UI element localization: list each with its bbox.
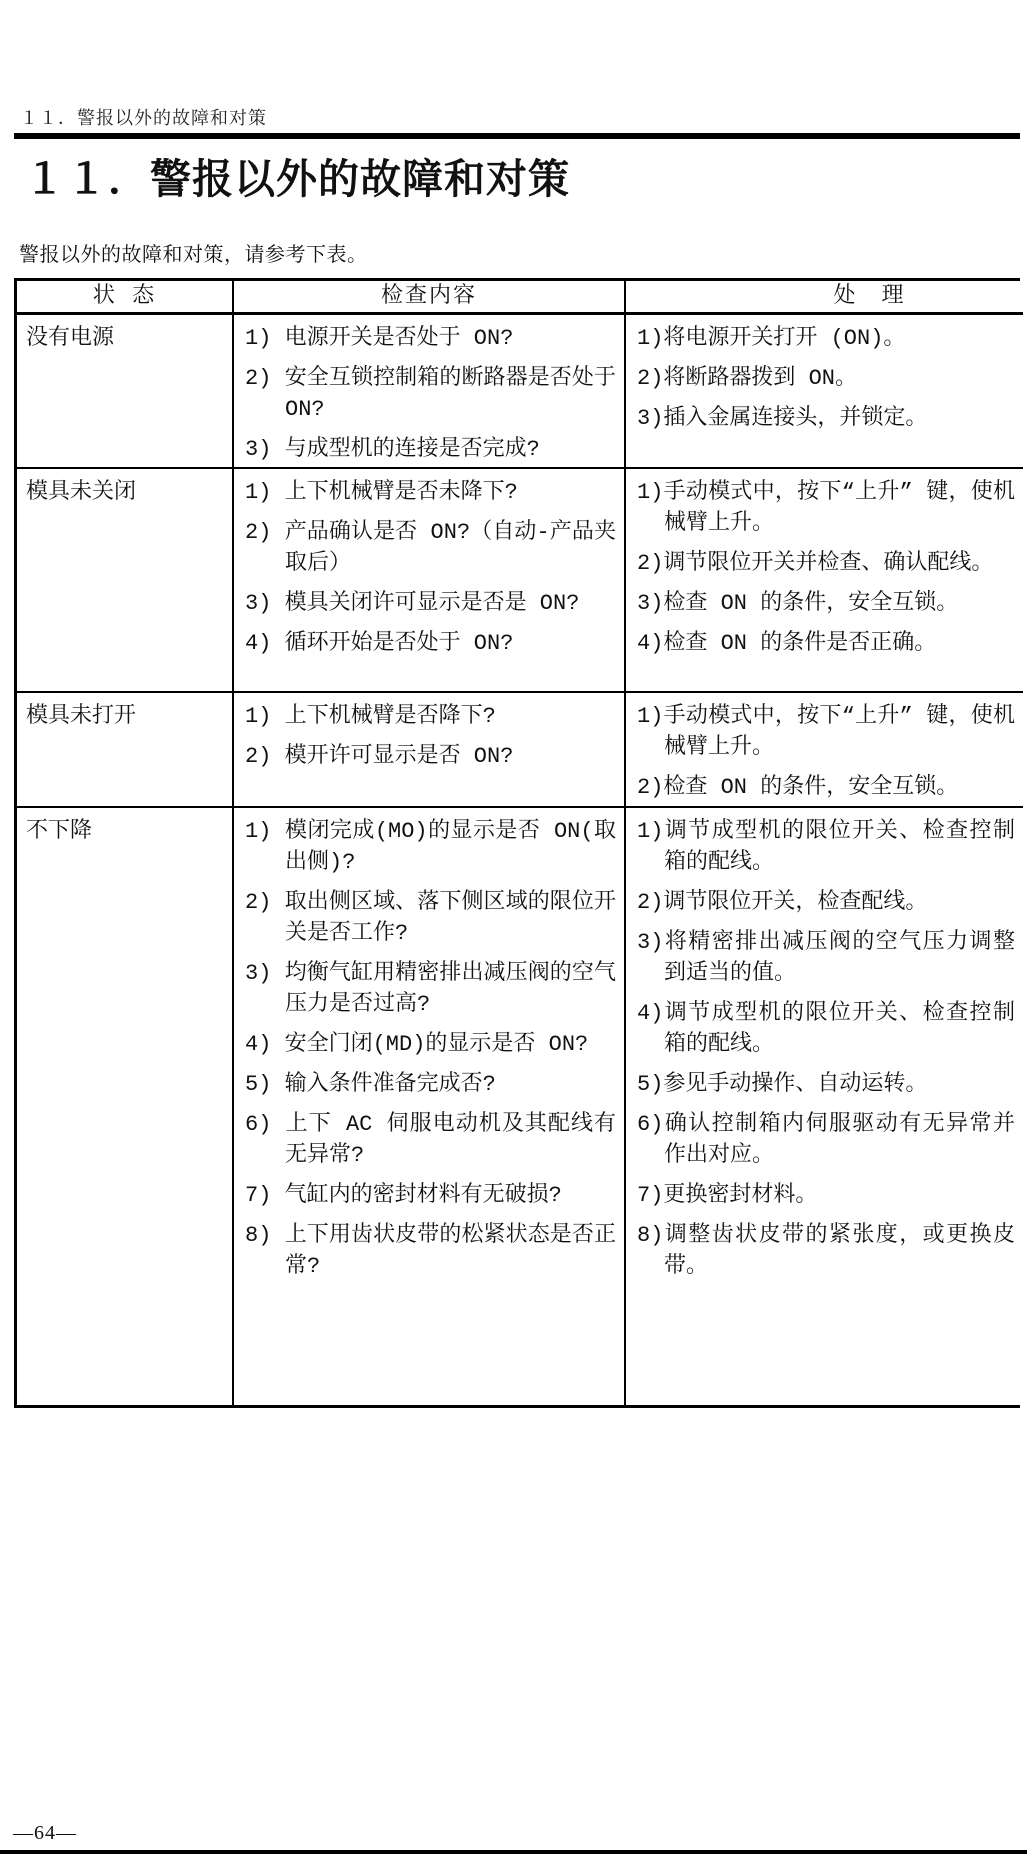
running-header: １１．警报以外的故障和对策 [20,108,267,128]
action-item: 3)检查 ON 的条件，安全互锁。 [637,591,959,616]
check-item: 8) 上下用齿状皮带的松紧状态是否正常? [245,1223,616,1279]
col-header-action: 处 理 [626,281,1023,315]
action-item: 8)调整齿状皮带的紧张度，或更换皮带。 [637,1223,1015,1279]
action-item: 4)调节成型机的限位开关、检查控制箱的配线。 [637,1001,1015,1057]
action-item: 5)参见手动操作、自动运转。 [637,1072,928,1097]
action-item: 2)调节限位开关，检查配线。 [637,890,928,915]
header-rule [14,133,1020,139]
check-item: 1) 模闭完成(MO)的显示是否 ON(取出侧)? [245,819,616,875]
row-status-mold-not-closed: 模具未关闭 [17,469,234,693]
row-checks-mold-not-closed [234,469,626,693]
row-status-not-descending: 不下降 [17,808,234,1405]
action-item: 3)将精密排出减压阀的空气压力调整到适当的值。 [637,930,1015,986]
check-item: 5) 输入条件准备完成否? [245,1072,496,1097]
check-item: 2) 取出侧区域、落下侧区域的限位开关是否工作? [245,890,616,946]
troubleshooting-table [14,278,1020,1408]
col-header-check: 检查内容 [234,281,626,315]
check-item: 2) 产品确认是否 ON?（自动-产品夹取后） [245,520,616,576]
row-checks-no-power [234,315,626,469]
action-item: 1)手动模式中，按下“上升” 键，使机械臂上升。 [637,480,1015,536]
check-item: 6) 上下 AC 伺服电动机及其配线有无异常? [245,1112,616,1168]
action-item: 6)确认控制箱内伺服驱动有无异常并作出对应。 [637,1112,1015,1168]
action-item: 3)插入金属连接头，并锁定。 [637,406,928,431]
check-item: 3) 模具关闭许可显示是否是 ON? [245,591,580,616]
col-header-status: 状 态 [17,281,234,315]
action-item: 7)更换密封材料。 [637,1183,818,1208]
check-item: 4) 循环开始是否处于 ON? [245,631,514,656]
action-item: 1)调节成型机的限位开关、检查控制箱的配线。 [637,819,1015,875]
row-checks-mold-not-open [234,693,626,808]
intro-text: 警报以外的故障和对策，请参考下表。 [19,244,368,266]
check-item: 2) 模开许可显示是否 ON? [245,744,514,769]
row-actions-mold-not-closed [626,469,1023,693]
action-item: 2)检查 ON 的条件，安全互锁。 [637,775,959,800]
page-number: —64— [13,1822,77,1844]
check-item: 1) 上下机械臂是否降下? [245,704,496,729]
row-status-mold-not-open: 模具未打开 [17,693,234,808]
action-item: 1)手动模式中，按下“上升” 键，使机械臂上升。 [637,704,1015,760]
action-item: 1)将电源开关打开 (ON)。 [637,326,906,351]
check-item: 3) 与成型机的连接是否完成? [245,437,540,462]
footer-rule [0,1850,1027,1854]
check-item: 3) 均衡气缸用精密排出减压阀的空气压力是否过高? [245,961,616,1017]
row-actions-mold-not-open [626,693,1023,808]
row-checks-not-descending [234,808,626,1405]
page-title: １１．警报以外的故障和对策 [24,156,570,202]
check-item: 7) 气缸内的密封材料有无破损? [245,1183,562,1208]
row-status-no-power: 没有电源 [17,315,234,469]
action-item: 2)将断路器拨到 ON。 [637,366,858,391]
check-item: 1) 上下机械臂是否未降下? [245,480,518,505]
check-item: 2) 安全互锁控制箱的断路器是否处于 ON? [245,366,616,422]
action-item: 4)检查 ON 的条件是否正确。 [637,631,937,656]
row-actions-not-descending [626,808,1023,1405]
check-item: 4) 安全门闭(MD)的显示是否 ON? [245,1032,589,1057]
row-actions-no-power [626,315,1023,469]
action-item: 2)调节限位开关并检查、确认配线。 [637,551,994,576]
check-item: 1) 电源开关是否处于 ON? [245,326,514,351]
